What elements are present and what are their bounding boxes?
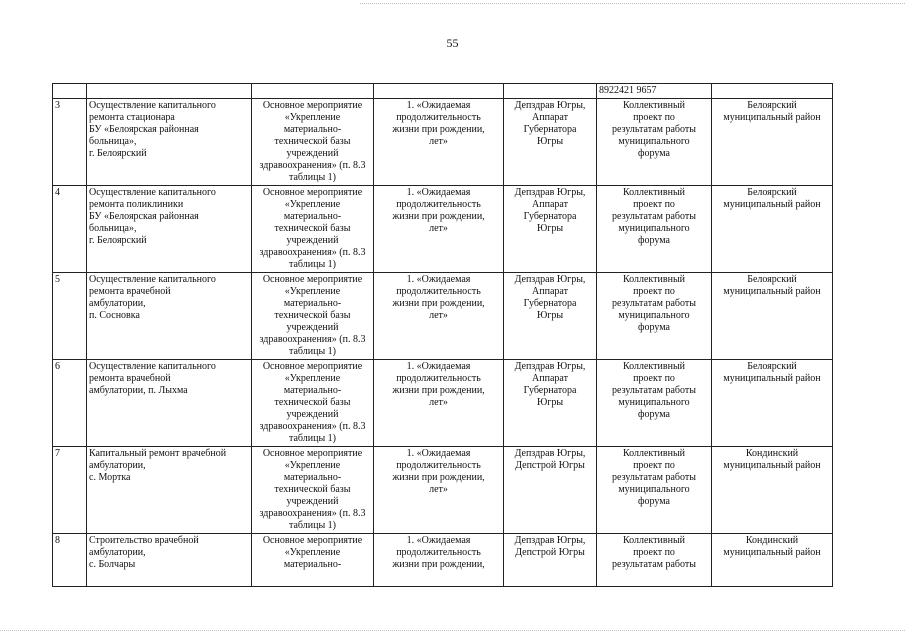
main-activity bbox=[252, 273, 374, 360]
target-indicator-text: 1. «Ожидаемая продолжительность жизни при рождении, лет» bbox=[392, 274, 485, 321]
target-indicator bbox=[374, 186, 504, 273]
main-activity bbox=[252, 99, 374, 186]
executor bbox=[504, 447, 597, 534]
cell-executor bbox=[504, 84, 597, 99]
source bbox=[597, 99, 712, 186]
executor-text: Депздрав Югры, Аппарат Губернатора Югры bbox=[514, 274, 586, 321]
target-indicator bbox=[374, 447, 504, 534]
source bbox=[597, 273, 712, 360]
source bbox=[597, 186, 712, 273]
territory bbox=[712, 447, 833, 534]
territory bbox=[712, 360, 833, 447]
cell-territory bbox=[712, 84, 833, 99]
target-indicator-text: 1. «Ожидаемая продолжительность жизни при рождении, bbox=[392, 535, 485, 570]
target-indicator-text: 1. «Ожидаемая продолжительность жизни при рождении, лет» bbox=[392, 448, 485, 495]
table-row bbox=[53, 273, 833, 360]
source-text: Коллективный проект по результатам работы муниципального форума bbox=[612, 361, 696, 420]
source-text: Коллективный проект по результатам работы муниципального форума bbox=[612, 274, 696, 333]
row-number: 4 bbox=[53, 186, 87, 273]
executor-text: Депздрав Югры, Депстрой Югры bbox=[514, 535, 586, 558]
executor-text: Депздрав Югры, Депстрой Югры bbox=[514, 448, 586, 471]
main-activity bbox=[252, 447, 374, 534]
object-name bbox=[87, 273, 252, 360]
projects-table bbox=[52, 83, 833, 587]
main-activity-text: Основное мероприятие «Укрепление материально- технической базы учреждений здравоохранения» (п. 8.3 таблицы 1) bbox=[259, 274, 366, 357]
table-row bbox=[53, 186, 833, 273]
object-name bbox=[87, 534, 252, 587]
object-name bbox=[87, 360, 252, 447]
table-row bbox=[53, 99, 833, 186]
territory-text: Кондинский муниципальный район bbox=[723, 535, 821, 558]
executor-text: Депздрав Югры, Аппарат Губернатора Югры bbox=[514, 187, 586, 234]
main-activity-text: Основное мероприятие «Укрепление материально- технической базы учреждений здравоохранения» (п. 8.3 таблицы 1) bbox=[259, 448, 366, 531]
target-indicator bbox=[374, 99, 504, 186]
row-number: 8 bbox=[53, 534, 87, 587]
cell-indicator bbox=[374, 84, 504, 99]
territory bbox=[712, 273, 833, 360]
object-name bbox=[87, 99, 252, 186]
target-indicator bbox=[374, 273, 504, 360]
main-activity-text: Основное мероприятие «Укрепление материально- bbox=[262, 535, 363, 570]
territory bbox=[712, 99, 833, 186]
territory-text: Кондинский муниципальный район bbox=[723, 448, 821, 471]
target-indicator bbox=[374, 534, 504, 587]
object-name-text: Строительство врачебной амбулатории, с. Болчары bbox=[89, 535, 199, 570]
object-name bbox=[87, 186, 252, 273]
source-text: Коллективный проект по результатам работы муниципального форума bbox=[612, 448, 696, 507]
territory-text: Белоярский муниципальный район bbox=[723, 100, 821, 123]
source bbox=[597, 360, 712, 447]
target-indicator-text: 1. «Ожидаемая продолжительность жизни при рождении, лет» bbox=[392, 361, 485, 408]
source-text: Коллективный проект по результатам работы муниципального форума bbox=[612, 100, 696, 159]
table-row-continuation bbox=[53, 84, 833, 99]
source-text: Коллективный проект по результатам работы муниципального форума bbox=[612, 187, 696, 246]
table-row bbox=[53, 447, 833, 534]
cell-activity bbox=[252, 84, 374, 99]
main-activity bbox=[252, 186, 374, 273]
row-number: 6 bbox=[53, 360, 87, 447]
object-name-text: Капитальный ремонт врачебной амбулатории, с. Мортка bbox=[89, 448, 227, 483]
main-activity bbox=[252, 534, 374, 587]
main-activity-text: Основное мероприятие «Укрепление материально- технической базы учреждений здравоохранения» (п. 8.3 таблицы 1) bbox=[259, 100, 366, 183]
executor-text: Депздрав Югры, Аппарат Губернатора Югры bbox=[514, 100, 586, 147]
territory bbox=[712, 534, 833, 587]
scan-edge-top bbox=[360, 3, 905, 5]
executor bbox=[504, 534, 597, 587]
target-indicator-text: 1. «Ожидаемая продолжительность жизни при рождении, лет» bbox=[392, 100, 485, 147]
executor bbox=[504, 273, 597, 360]
table-row bbox=[53, 360, 833, 447]
executor bbox=[504, 360, 597, 447]
executor bbox=[504, 99, 597, 186]
main-activity-text: Основное мероприятие «Укрепление материально- технической базы учреждений здравоохранения» (п. 8.3 таблицы 1) bbox=[259, 187, 366, 270]
main-activity-text: Основное мероприятие «Укрепление материально- технической базы учреждений здравоохранения» (п. 8.3 таблицы 1) bbox=[259, 361, 366, 444]
page-number: 55 bbox=[446, 36, 459, 50]
source bbox=[597, 534, 712, 587]
source-text: Коллективный проект по результатам работы bbox=[612, 535, 696, 570]
row-number: 7 bbox=[53, 447, 87, 534]
executor-text: Депздрав Югры, Аппарат Губернатора Югры bbox=[514, 361, 586, 408]
cell-name bbox=[87, 84, 252, 99]
cell-source-phone: 8922421 9657 bbox=[597, 84, 712, 99]
cell-num bbox=[53, 84, 87, 99]
object-name-text: Осуществление капитального ремонта поликлиники БУ «Белоярская районная больница», г. Белоярский bbox=[89, 187, 216, 246]
scan-edge-bottom bbox=[0, 630, 905, 632]
executor bbox=[504, 186, 597, 273]
territory-text: Белоярский муниципальный район bbox=[723, 187, 821, 210]
object-name-text: Осуществление капитального ремонта врачебной амбулатории, п. Сосновка bbox=[89, 274, 216, 321]
source bbox=[597, 447, 712, 534]
object-name-text: Осуществление капитального ремонта стационара БУ «Белоярская районная больница», г. Белоярский bbox=[89, 100, 216, 159]
table-row bbox=[53, 534, 833, 587]
main-activity bbox=[252, 360, 374, 447]
object-name-text: Осуществление капитального ремонта врачебной амбулатории, п. Лыхма bbox=[89, 361, 216, 396]
territory-text: Белоярский муниципальный район bbox=[723, 361, 821, 384]
target-indicator bbox=[374, 360, 504, 447]
territory bbox=[712, 186, 833, 273]
row-number: 3 bbox=[53, 99, 87, 186]
target-indicator-text: 1. «Ожидаемая продолжительность жизни при рождении, лет» bbox=[392, 187, 485, 234]
row-number: 5 bbox=[53, 273, 87, 360]
object-name bbox=[87, 447, 252, 534]
territory-text: Белоярский муниципальный район bbox=[723, 274, 821, 297]
